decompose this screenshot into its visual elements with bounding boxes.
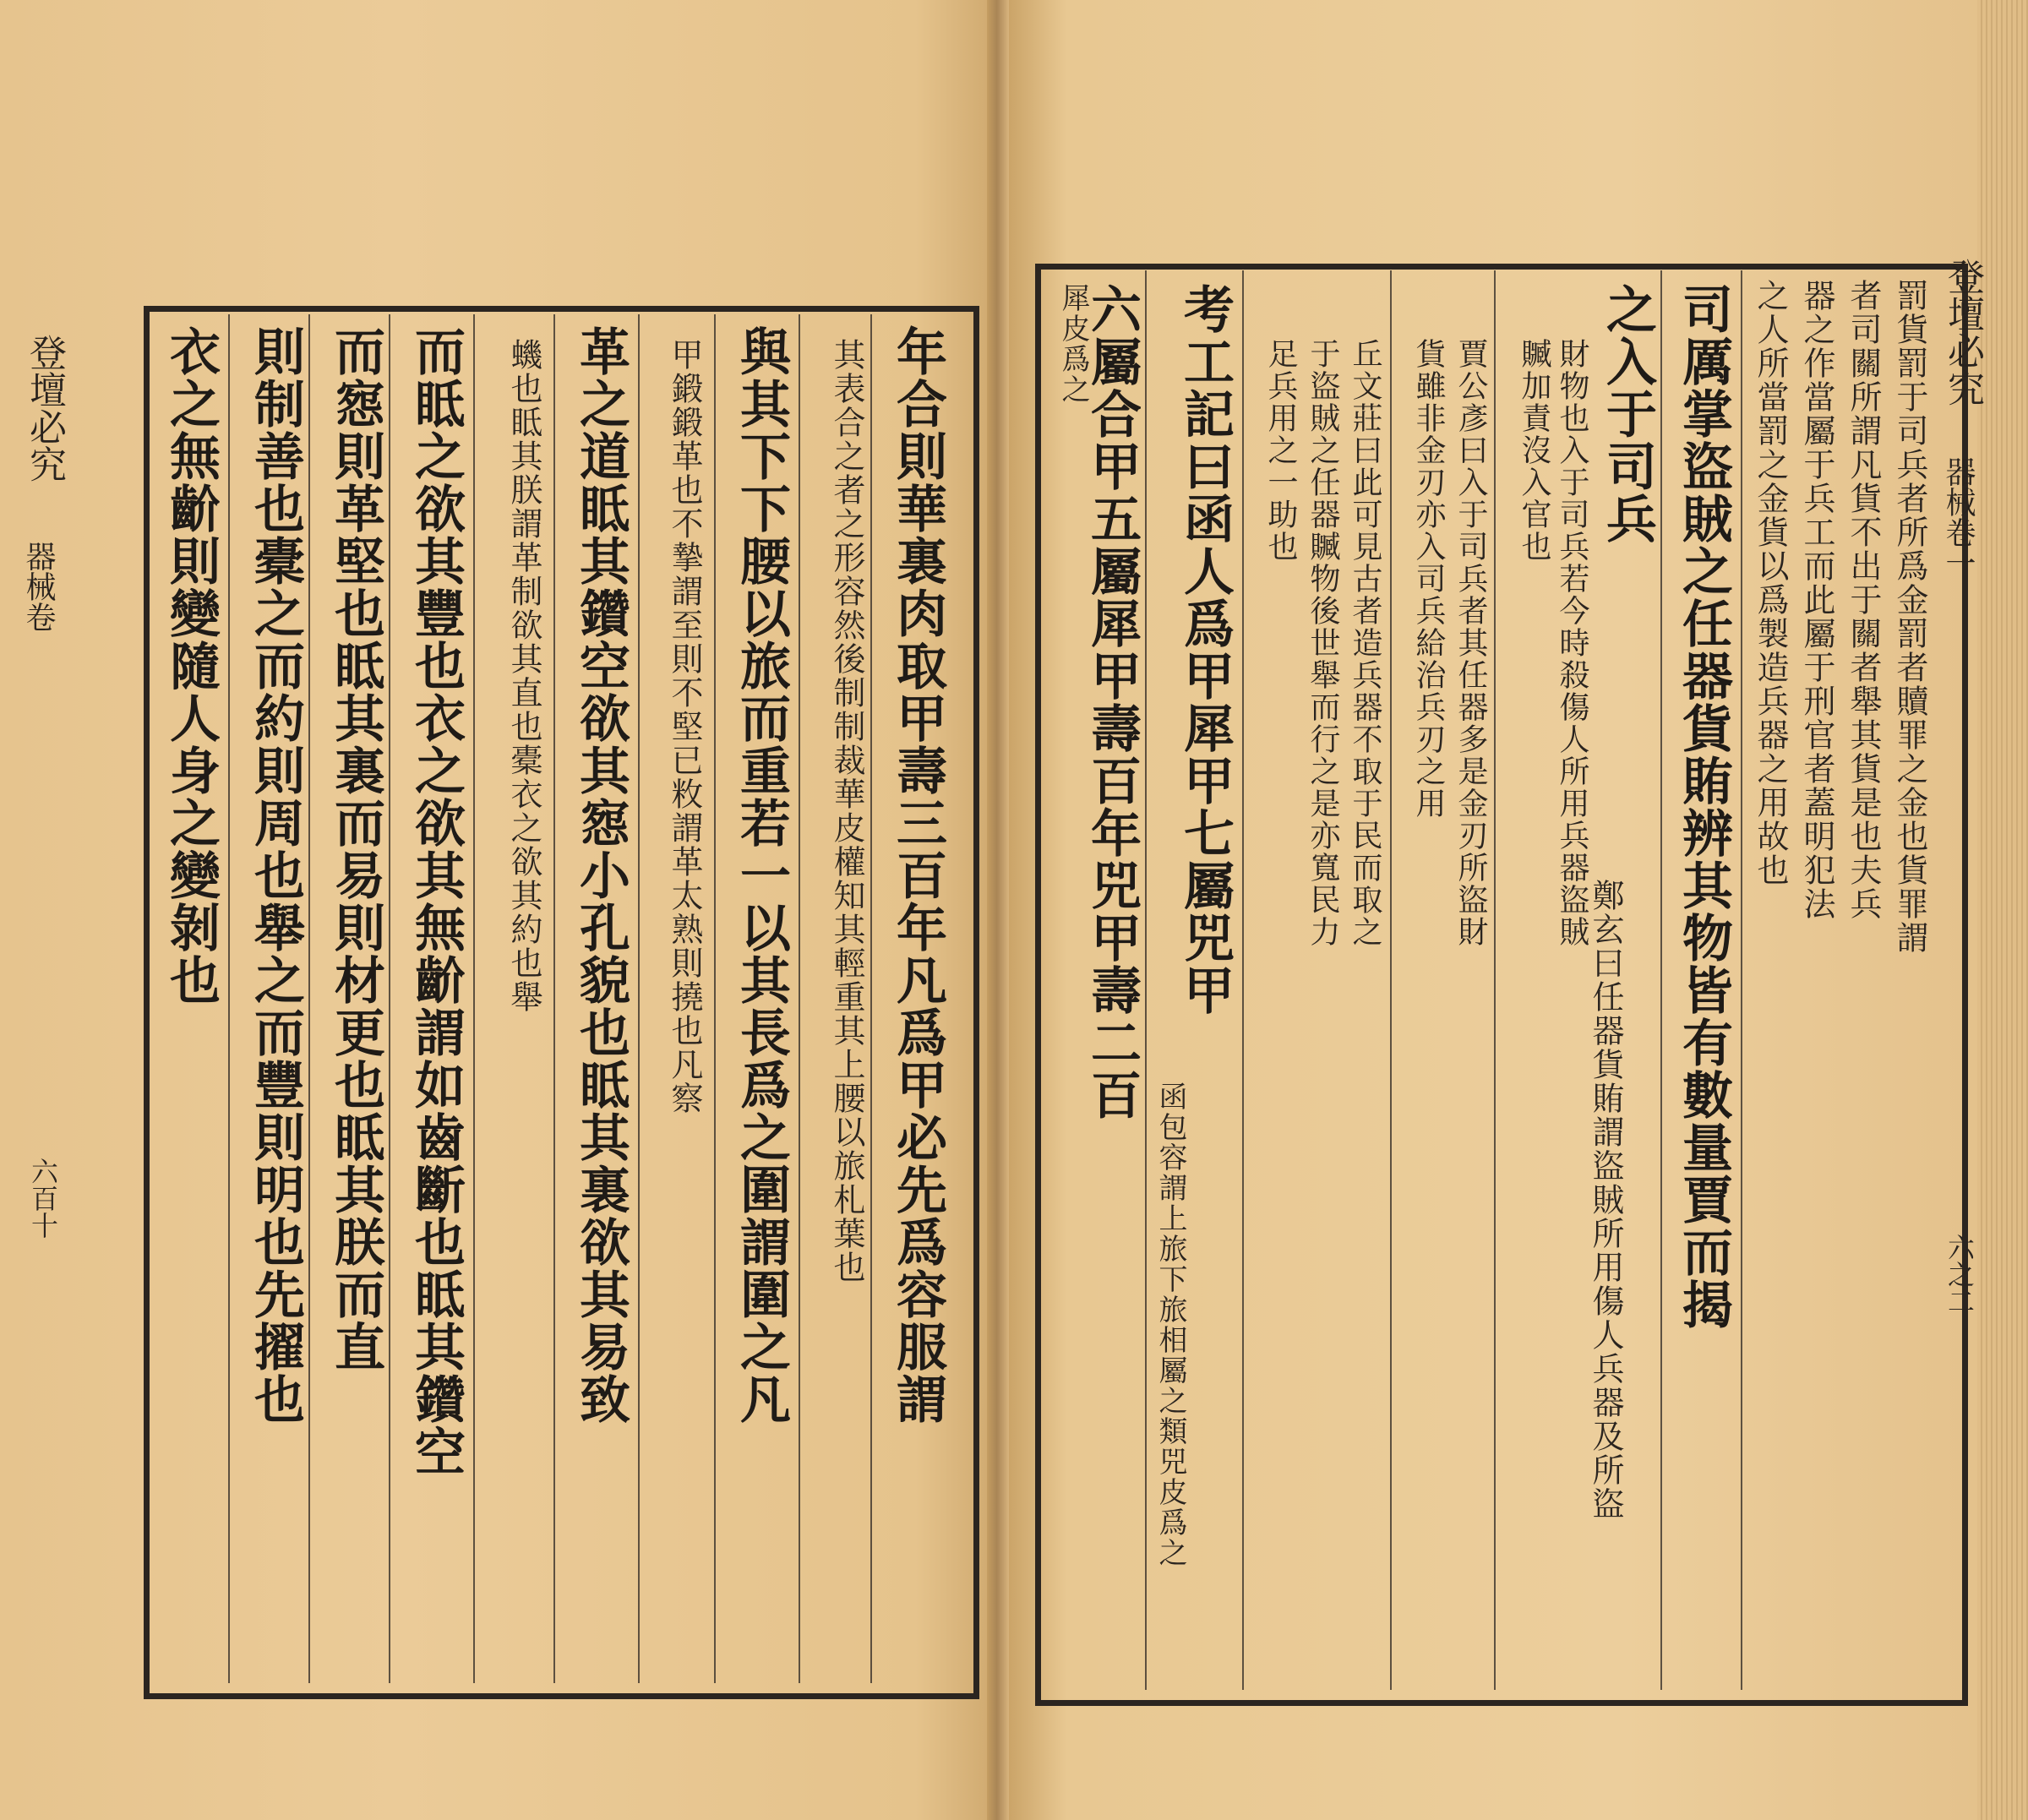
right-col-9: 賈公彥曰入于司兵者其任器多是金刃所盜財 — [1453, 338, 1488, 948]
left-col-7: 而眡之欲其豐也衣之欲其無齘謂如齒斷也眡其鑽空 — [406, 325, 466, 1478]
right-col-14: 考工記曰函人爲甲犀甲七屬兕甲 — [1175, 283, 1235, 1016]
right-col-15-note: 犀皮爲之 — [1056, 283, 1090, 405]
right-margin-title: 登壇必究 — [1941, 258, 1984, 406]
column-rule — [1741, 270, 1742, 1690]
column-rule — [473, 314, 475, 1683]
book-gutter — [987, 0, 1009, 1820]
left-col-4: 甲鍛鍛革也不摯謂至則不堅已敉謂革太熟則撓也凡察 — [666, 338, 703, 1115]
column-rule — [1145, 270, 1147, 1690]
left-folio: 六百十 — [27, 1158, 59, 1239]
left-col-8: 而惌則革堅也眡其裏而易則材更也眡其朕而直 — [326, 325, 385, 1373]
right-col-4: 之人所當罰之金貨以爲製造兵器之用故也 — [1752, 279, 1789, 887]
left-margin-chapter: 器械卷 — [21, 541, 56, 632]
column-rule — [389, 314, 390, 1683]
column-rule — [714, 314, 716, 1683]
right-col-13: 足兵用之一助也 — [1263, 338, 1298, 563]
right-col-14-note: 函包容謂上旅下旅相屬之類兕皮爲之 — [1153, 1082, 1187, 1568]
right-folio: 六之二 — [1944, 1234, 1976, 1315]
left-col-1: 年合則華裏肉取甲壽三百年凡爲甲必先爲容服謂 — [888, 325, 947, 1425]
column-rule — [870, 314, 872, 1683]
right-col-7b: 財物也入于司兵若今時殺傷人所用兵器盜賊 — [1555, 338, 1589, 948]
left-col-6: 蟣也眡其朕謂革制欲其直也橐衣之欲其約也舉 — [505, 338, 542, 1014]
column-rule — [308, 314, 310, 1683]
left-margin-title: 登壇必究 — [23, 334, 66, 482]
column-rule — [799, 314, 800, 1683]
right-col-5: 司厲掌盜賊之任器貨賄辨其物皆有數量賈而揭 — [1674, 283, 1733, 1331]
right-col-7: 鄭玄曰任器貨賄謂盜賊所用傷人兵器及所盜 — [1587, 879, 1624, 1521]
column-rule — [1494, 270, 1496, 1690]
right-col-10: 貨雖非金刃亦入司兵給治兵刃之用 — [1411, 338, 1446, 820]
right-col-12: 于盜賊之任器贓物後世舉而行之是亦寬民力 — [1306, 338, 1340, 948]
column-rule — [1660, 270, 1662, 1690]
right-col-2: 者司關所謂凡貨不出于關者舉其貨是也夫兵 — [1845, 279, 1882, 921]
right-col-6: 之入于司兵 — [1598, 283, 1657, 545]
column-rule — [638, 314, 640, 1683]
left-col-9: 則制善也橐之而約則周也舉之而豐則明也先擢也 — [246, 325, 305, 1425]
right-margin-chapter: 器械卷一 — [1941, 456, 1976, 578]
right-col-3: 器之作當屬于兵工而此屬于刑官者蓋明犯法 — [1798, 279, 1835, 921]
column-rule — [1390, 270, 1392, 1690]
right-col-8: 贓加責沒入官也 — [1517, 338, 1551, 563]
left-col-10: 衣之無齘則變隨人身之變剝也 — [161, 325, 221, 1006]
right-col-11: 丘文莊曰此可見古者造兵器不取于民而取之 — [1348, 338, 1382, 948]
left-col-3: 與其下下腰以旅而重若一以其長爲之圍謂圍之凡 — [732, 325, 791, 1425]
right-col-15: 六屬合甲五屬犀甲壽百年兕甲壽二百 — [1082, 283, 1142, 1121]
right-col-1: 罰貨罰于司兵者所爲金罰者贖罪之金也貨罪謂 — [1891, 279, 1928, 955]
column-rule — [553, 314, 555, 1683]
column-rule — [228, 314, 230, 1683]
column-rule — [1242, 270, 1244, 1690]
left-col-5: 革之道眡其鑽空欲其惌小孔貌也眡其裏欲其易致 — [571, 325, 630, 1425]
left-col-2: 其表合之者之形容然後制制裁華皮權知其輕重其上腰以旅札葉也 — [828, 338, 865, 1284]
